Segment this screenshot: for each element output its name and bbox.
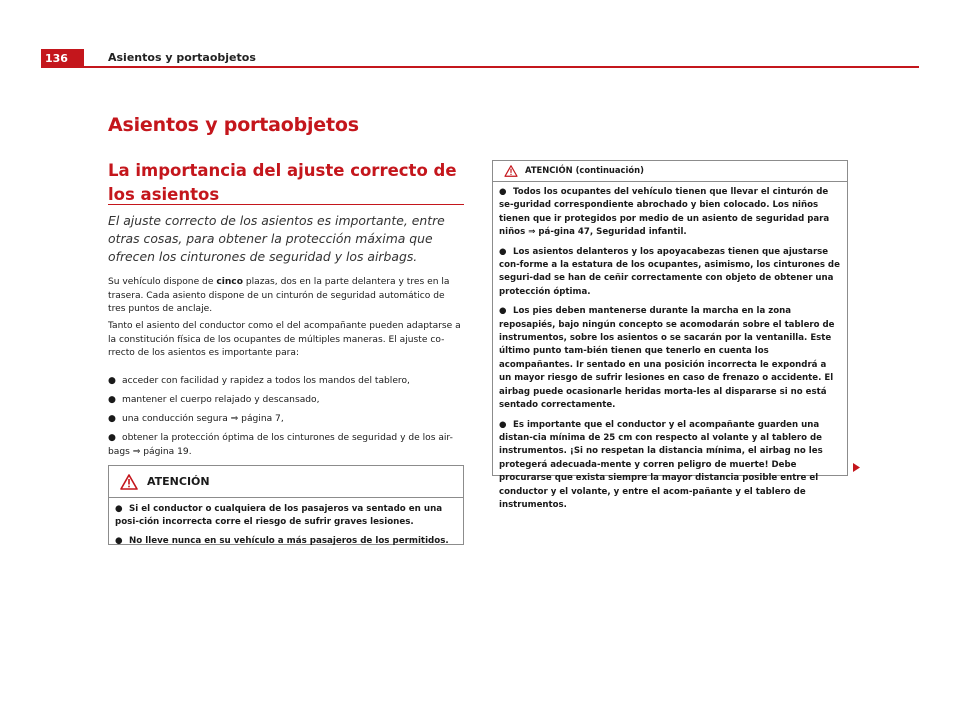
bullet-icon: ● [499,419,507,430]
chapter-title: Asientos y portaobjetos [108,114,359,136]
page-number: 136 [41,49,84,68]
p1-text-after: plazas, dos en la parte delantera y tres en la trasera. Cada asiento dispone de un cinturón de seguridad automático de tres puntos de anclaje. [108,277,450,315]
section-intro: El ajuste correcto de los asientos es importante, entre otras cosas, para obtener la protección máxima que ofrecen los cinturones de seguridad y los airbags. [108,213,445,264]
list-item-text: mantener el cuerpo relajado y descansado, [122,395,320,406]
warning-body [109,498,463,548]
warning-item [499,419,841,513]
warning-item-text: Los asientos delanteros y los apoyacabezas tienen que ajustarse con-forme a la estatura de los ocupantes, asimismo, los cinturones de seguri-dad se han de ceñir correctamente con objeto de obtener una protección óptima. [499,246,840,297]
warning-item [499,186,841,240]
section-title: La importancia del ajuste correcto de los asientos [108,161,457,204]
paragraph-adjustment: Tanto el asiento del conductor como el del acompañante pueden adaptarse a la constitución física de los ocupantes de múltiples maneras. El ajuste co-rrecto de los asientos es importante para: [108,321,461,359]
bullet-icon: ● [108,376,116,386]
list-item [108,432,464,459]
bullet-icon: ● [499,246,507,257]
bullet-icon: ● [115,504,123,514]
bullet-icon: ● [108,414,116,425]
header-rule [41,66,919,68]
list-item [108,375,464,389]
bullet-icon: ● [499,187,507,197]
warning-item [115,503,457,530]
continue-arrow-icon [852,463,861,472]
p1-bold-word: cinco [216,277,243,287]
warning-item-text: Todos los ocupantes del vehículo tienen que llevar el cinturón de se-guridad correspondiente abrochado y bien colocado. Los niños tienen que ir protegidos por medio de un asiento de seguridad para niños ⇒ pá-gina 47, Seguridad infantil. [499,187,830,238]
warning-triangle-icon [120,474,138,490]
warning-item [499,305,841,412]
warning-header [109,466,463,498]
warning-item-text: Los pies deben mantenerse durante la marcha en la zona reposapiés, bajo ningún concepto se acomodarán sobre el tablero de instrumentos, sobre los asientos o se sacarán por la ventanilla. Este último punto tam-bién tienen que tenerlo en cuenta los acompañantes. Ir sentado en una posición incorrecta le expondrá a un mayor riesgo de sufrir lesiones en caso de frenazo o accidente. El airbag puede ocasionarle heridas morta-les al dispararse si no está sentado correctamente. [499,306,835,411]
warning-item-text: Si el conductor o cualquiera de los pasajeros va sentado en una posi-ción incorrecta corre el riesgo de sufrir graves lesiones. [115,504,443,528]
list-item-text[interactable]: obtener la protección óptima de los cinturones de seguridad y de los air-bags ⇒ página 19. [108,433,453,457]
warning-triangle-icon [504,165,518,177]
running-title: Asientos y portaobjetos [108,51,256,64]
warning-item [499,246,841,300]
p1-text-before: Su vehículo dispone de [108,277,217,287]
section-rule [108,204,464,205]
list-item-text[interactable]: una conducción segura ⇒ página 7, [122,414,284,425]
list-item [108,413,464,427]
importance-list [108,375,464,465]
warning-item-text: No lleve nunca en su vehículo a más pasajeros de los permitidos. [129,535,449,546]
warning-continued-body [493,182,847,512]
list-item-text: acceder con facilidad y rapidez a todos los mandos del tablero, [122,376,410,386]
bullet-icon: ● [499,306,507,317]
warning-continued-box [492,160,848,510]
warning-item-text: Es importante que el conductor y el acompañante guarden una distan-cia mínima de 25 cm con respecto al volante y al tablero de instrumentos. ¡Si no respetan la distancia mínima, el airbag no les protegerá adecuada-mente y corren peligro de muerte! Debe procurarse que exista siempre la mayor distancia posible entre el conductor y el volante, y entre el acom-pañante y el tablero de instrumentos. [499,419,823,510]
warning-continued-title: ATENCIÓN (continuación) [525,165,644,175]
list-item [108,394,464,408]
warning-title: ATENCIÓN [147,475,210,488]
warning-item [115,535,457,548]
bullet-icon: ● [115,535,123,546]
bullet-icon: ● [108,433,116,444]
warning-box [108,465,464,545]
warning-continued-header [493,161,847,182]
paragraph-seats [108,276,464,317]
bullet-icon: ● [108,395,116,406]
